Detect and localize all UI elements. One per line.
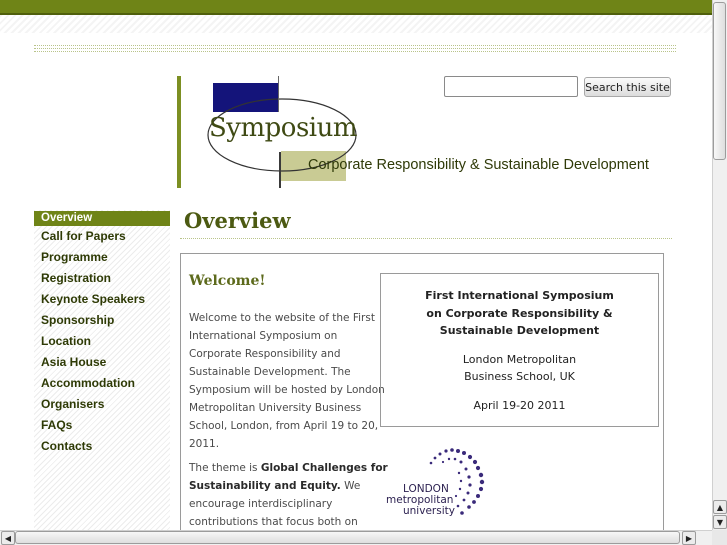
sidebar-item-call-for-papers[interactable]: Call for Papers — [41, 229, 126, 243]
top-stripe-pattern — [0, 15, 712, 33]
theme-suffix: We — [340, 480, 361, 492]
vertical-scroll-thumb[interactable] — [713, 2, 726, 160]
intro-line: Symposium will be hosted by London — [189, 384, 385, 396]
theme-line: encourage interdisciplinary — [189, 498, 333, 510]
logo-line — [278, 76, 279, 112]
scroll-down-icon[interactable]: ▼ — [713, 515, 727, 529]
title-divider — [180, 238, 672, 239]
event-title-line: Sustainable Development — [439, 324, 600, 337]
horizontal-scroll-thumb[interactable] — [15, 531, 680, 544]
top-banner-bar — [0, 0, 712, 15]
intro-line: Sustainable Development. The — [189, 366, 351, 378]
theme-line — [189, 459, 388, 477]
intro-line: Corporate Responsibility and — [189, 348, 341, 360]
sidebar-item-sponsorship[interactable]: Sponsorship — [41, 313, 115, 327]
theme-line: contributions that focus both on — [189, 516, 358, 528]
header-divider — [34, 45, 676, 46]
intro-line: International Symposium on — [189, 330, 338, 342]
sidebar-item-overview[interactable]: Overview — [34, 211, 170, 226]
university-name-line: LONDON — [403, 483, 449, 495]
theme-highlight: Global Challenges for — [260, 462, 388, 474]
sidebar-item-organisers[interactable]: Organisers — [41, 397, 105, 411]
logo-accent-bar — [177, 76, 181, 188]
university-name-line: university — [403, 505, 455, 517]
search-input[interactable] — [444, 76, 578, 97]
theme-prefix: The theme is — [189, 462, 261, 474]
header-divider — [34, 51, 676, 52]
sidebar-item-contacts[interactable]: Contacts — [41, 439, 93, 453]
page-title: Overview — [184, 208, 291, 233]
scrollbar-corner — [712, 530, 727, 545]
university-name-line: metropolitan — [386, 494, 454, 506]
site-tagline: Corporate Responsibility & Sustainable Development — [308, 157, 649, 173]
sidebar-item-keynote-speakers[interactable]: Keynote Speakers — [41, 292, 146, 306]
intro-line: School, London, from April 19 to 20, — [189, 420, 379, 432]
welcome-heading: Welcome! — [189, 273, 266, 289]
theme-line — [189, 477, 360, 495]
sidebar-item-faqs[interactable]: FAQs — [41, 418, 73, 432]
intro-line: Metropolitan University Business — [189, 402, 362, 414]
logo-line — [279, 152, 281, 188]
event-title-line: First International Symposium — [425, 289, 614, 302]
logo-wordmark: Symposium — [209, 113, 358, 143]
event-date: April 19-20 2011 — [473, 399, 566, 412]
sidebar-item-accommodation[interactable]: Accommodation — [41, 376, 136, 390]
event-info-box — [380, 273, 659, 427]
event-host-line: London Metropolitan — [462, 353, 577, 366]
sidebar-item-programme[interactable]: Programme — [41, 250, 108, 264]
intro-line: Welcome to the website of the First — [189, 312, 375, 324]
sidebar-item-location[interactable]: Location — [41, 334, 91, 348]
scroll-right-icon[interactable]: ▶ — [682, 531, 696, 545]
scroll-left-icon[interactable]: ◀ — [1, 531, 15, 545]
sidebar-item-asia-house[interactable]: Asia House — [41, 355, 107, 369]
sidebar-nav — [34, 210, 170, 540]
university-logo[interactable] — [386, 447, 498, 522]
intro-line: 2011. — [189, 438, 220, 450]
sidebar-item-registration[interactable]: Registration — [41, 271, 112, 285]
scroll-up-icon[interactable]: ▲ — [713, 500, 727, 514]
search-button[interactable]: Search this site — [584, 77, 671, 97]
event-title-line: on Corporate Responsibility & — [426, 307, 613, 320]
event-host-line: Business School, UK — [464, 370, 575, 383]
header-divider — [34, 48, 676, 49]
theme-highlight: Sustainability and Equity. — [189, 480, 341, 492]
